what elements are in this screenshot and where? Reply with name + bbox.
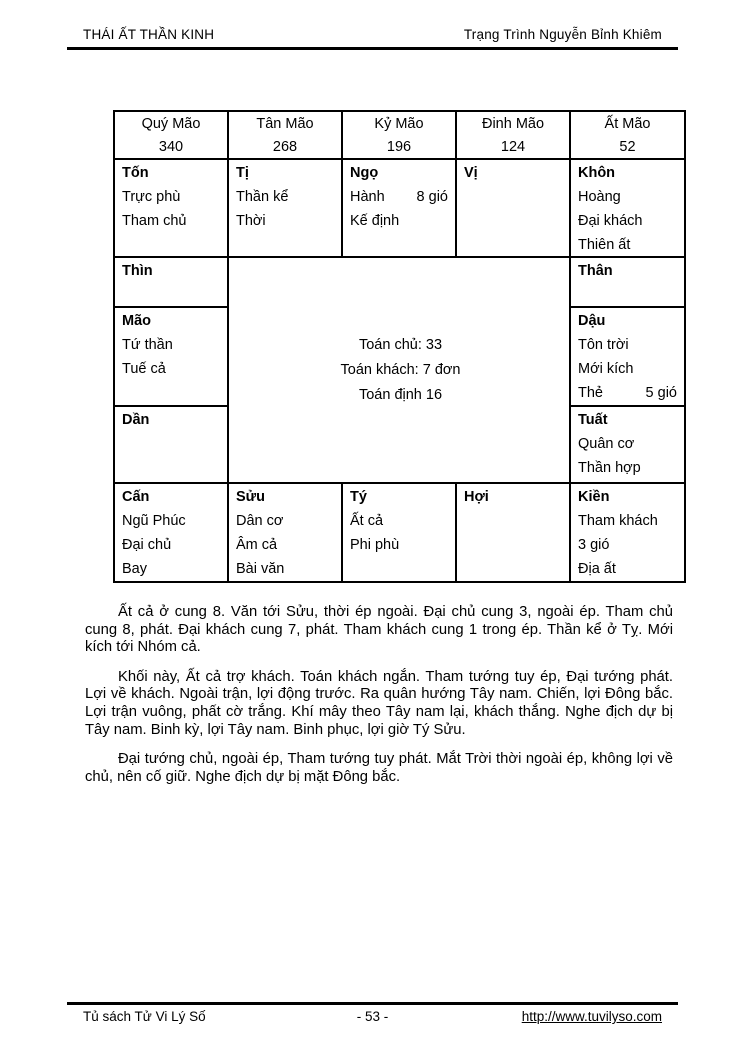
year-label: Tân Mão	[256, 116, 314, 132]
year-number: 124	[500, 139, 526, 155]
footer-link[interactable]: http://www.tuvilyso.com	[521, 1009, 662, 1024]
body-paragraph-3: Đại tướng chủ, ngoài ép, Tham tướng tuy phát. Mắt Trời thời ngoài ép, không lợi về chủ, nên cố giữ. Nghe địch dự bị mặt Đông bắc.	[85, 751, 673, 785]
year-label: Quý Mão	[141, 116, 201, 132]
palace-title: Sửu	[236, 489, 266, 505]
palace-line: Thần kể	[236, 189, 289, 205]
palace-line-right: 8 gió	[416, 189, 448, 205]
palace-title: Khôn	[578, 165, 616, 181]
thai-at-chart-grid	[113, 110, 686, 583]
palace-cell-khon	[571, 160, 684, 258]
palace-line: Thời	[236, 213, 266, 229]
year-cell-quy-mao	[115, 112, 229, 160]
palace-title: Kiền	[578, 489, 610, 505]
palace-cell-dan	[115, 407, 229, 484]
palace-cell-hoi	[457, 484, 571, 581]
palace-title: Mão	[122, 313, 151, 329]
palace-line: Đại khách	[578, 213, 643, 229]
palace-title: Tốn	[122, 165, 149, 181]
palace-cell-ngo	[343, 160, 457, 258]
palace-title: Hợi	[464, 489, 489, 505]
year-number: 268	[272, 139, 298, 155]
palace-line	[350, 185, 451, 209]
palace-line: Địa ất	[578, 561, 616, 577]
palace-line-right: 5 gió	[645, 385, 677, 401]
palace-title: Ngọ	[350, 165, 379, 181]
year-cell-at-mao	[571, 112, 684, 160]
palace-line: Trực phù	[122, 189, 181, 205]
palace-line: Dân cơ	[236, 513, 284, 529]
palace-cell-vi	[457, 160, 571, 258]
palace-line	[578, 381, 680, 405]
palace-cell-ti	[229, 160, 343, 258]
palace-line: Tứ thần	[122, 337, 173, 353]
palace-title: Cấn	[122, 489, 150, 505]
palace-line: Ngũ Phúc	[122, 513, 186, 529]
year-label: Kỷ Mão	[374, 116, 424, 132]
footer-series-title: Tủ sách Tử Vi Lý Số	[83, 1009, 206, 1024]
toan-dinh-line: Toán định 16	[358, 387, 443, 403]
year-number: 340	[158, 139, 184, 155]
palace-line: Tuế cả	[122, 361, 166, 377]
palace-line: Mới kích	[578, 361, 634, 377]
palace-line: Ất cả	[350, 513, 384, 529]
palace-cell-tuat	[571, 407, 684, 484]
palace-cell-can	[115, 484, 229, 581]
palace-line: Thần hợp	[578, 460, 641, 476]
center-summary-cell	[229, 258, 571, 484]
page-footer	[67, 1002, 678, 1024]
palace-line: Tham khách	[578, 513, 658, 529]
year-label: Đinh Mão	[481, 116, 545, 132]
palace-title: Dần	[122, 412, 150, 428]
palace-line: Kế định	[350, 213, 400, 229]
palace-line: 3 gió	[578, 537, 610, 553]
palace-cell-ty	[343, 484, 457, 581]
palace-line: Tôn trời	[578, 337, 629, 353]
palace-line: Quân cơ	[578, 436, 635, 452]
footer-page-number: - 53 -	[356, 1009, 389, 1024]
palace-line-left: Hành	[350, 189, 385, 205]
palace-cell-suu	[229, 484, 343, 581]
palace-cell-ton	[115, 160, 229, 258]
palace-line: Tham chủ	[122, 213, 187, 229]
palace-cell-thin	[115, 258, 229, 308]
palace-line: Hoàng	[578, 189, 621, 205]
palace-title: Tuất	[578, 412, 608, 428]
year-cell-ky-mao	[343, 112, 457, 160]
palace-cell-mao	[115, 308, 229, 407]
palace-cell-dau	[571, 308, 684, 407]
year-cell-dinh-mao	[457, 112, 571, 160]
author-name: Trạng Trình Nguyễn Bỉnh Khiêm	[463, 27, 662, 42]
toan-khach-line: Toán khách: 7 đơn	[340, 362, 461, 378]
book-title: THÁI ẤT THẦN KINH	[83, 27, 215, 42]
year-number: 196	[386, 139, 412, 155]
palace-line: Thiên ất	[578, 237, 631, 253]
palace-title: Thìn	[122, 263, 153, 279]
year-cell-tan-mao	[229, 112, 343, 160]
palace-title: Vị	[464, 165, 478, 181]
page-header	[67, 27, 678, 50]
palace-line: Âm cả	[236, 537, 278, 553]
toan-chu-line: Toán chủ: 33	[358, 337, 443, 353]
body-text	[85, 604, 673, 798]
year-label: Ất Mão	[604, 116, 651, 132]
body-paragraph-2: Khối này, Ất cả trợ khách. Toán khách ngắn. Tham tướng tuy ép, Đại tướng phát. Lợi về khách. Ngoài trận, lợi động trước. Ra quân hướng Tây nam. Chiến, lợi Đông bắc. Lợi trận vuông, phất cờ trắng. Khí mây theo Tây nam lại, khách thắng. Nghe địch dự bị Tây nam. Binh kỳ, lợi Tây nam. Binh phục, lợi giờ Tý Sửu.	[85, 668, 673, 738]
palace-line: Phi phù	[350, 537, 400, 553]
palace-title: Tý	[350, 489, 367, 505]
palace-line: Bài văn	[236, 561, 285, 577]
palace-line: Đại chủ	[122, 537, 172, 553]
palace-title: Dậu	[578, 313, 606, 329]
palace-cell-kien	[571, 484, 684, 581]
body-paragraph-1: Ất cả ở cung 8. Văn tới Sửu, thời ép ngoài. Đại chủ cung 3, ngoài ép. Tham chủ cung 8, phát. Đại khách cung 7, phát. Tham khách cung 1 trong ép. Thần kể ở Tỵ. Mới kích tới Nhóm cả.	[85, 604, 673, 656]
palace-title: Tị	[236, 165, 249, 181]
palace-cell-than	[571, 258, 684, 308]
palace-title: Thân	[578, 263, 613, 279]
palace-line-left: Thẻ	[578, 385, 603, 401]
year-number: 52	[619, 139, 636, 155]
palace-line: Bay	[122, 561, 147, 577]
footer-right	[388, 1009, 662, 1024]
